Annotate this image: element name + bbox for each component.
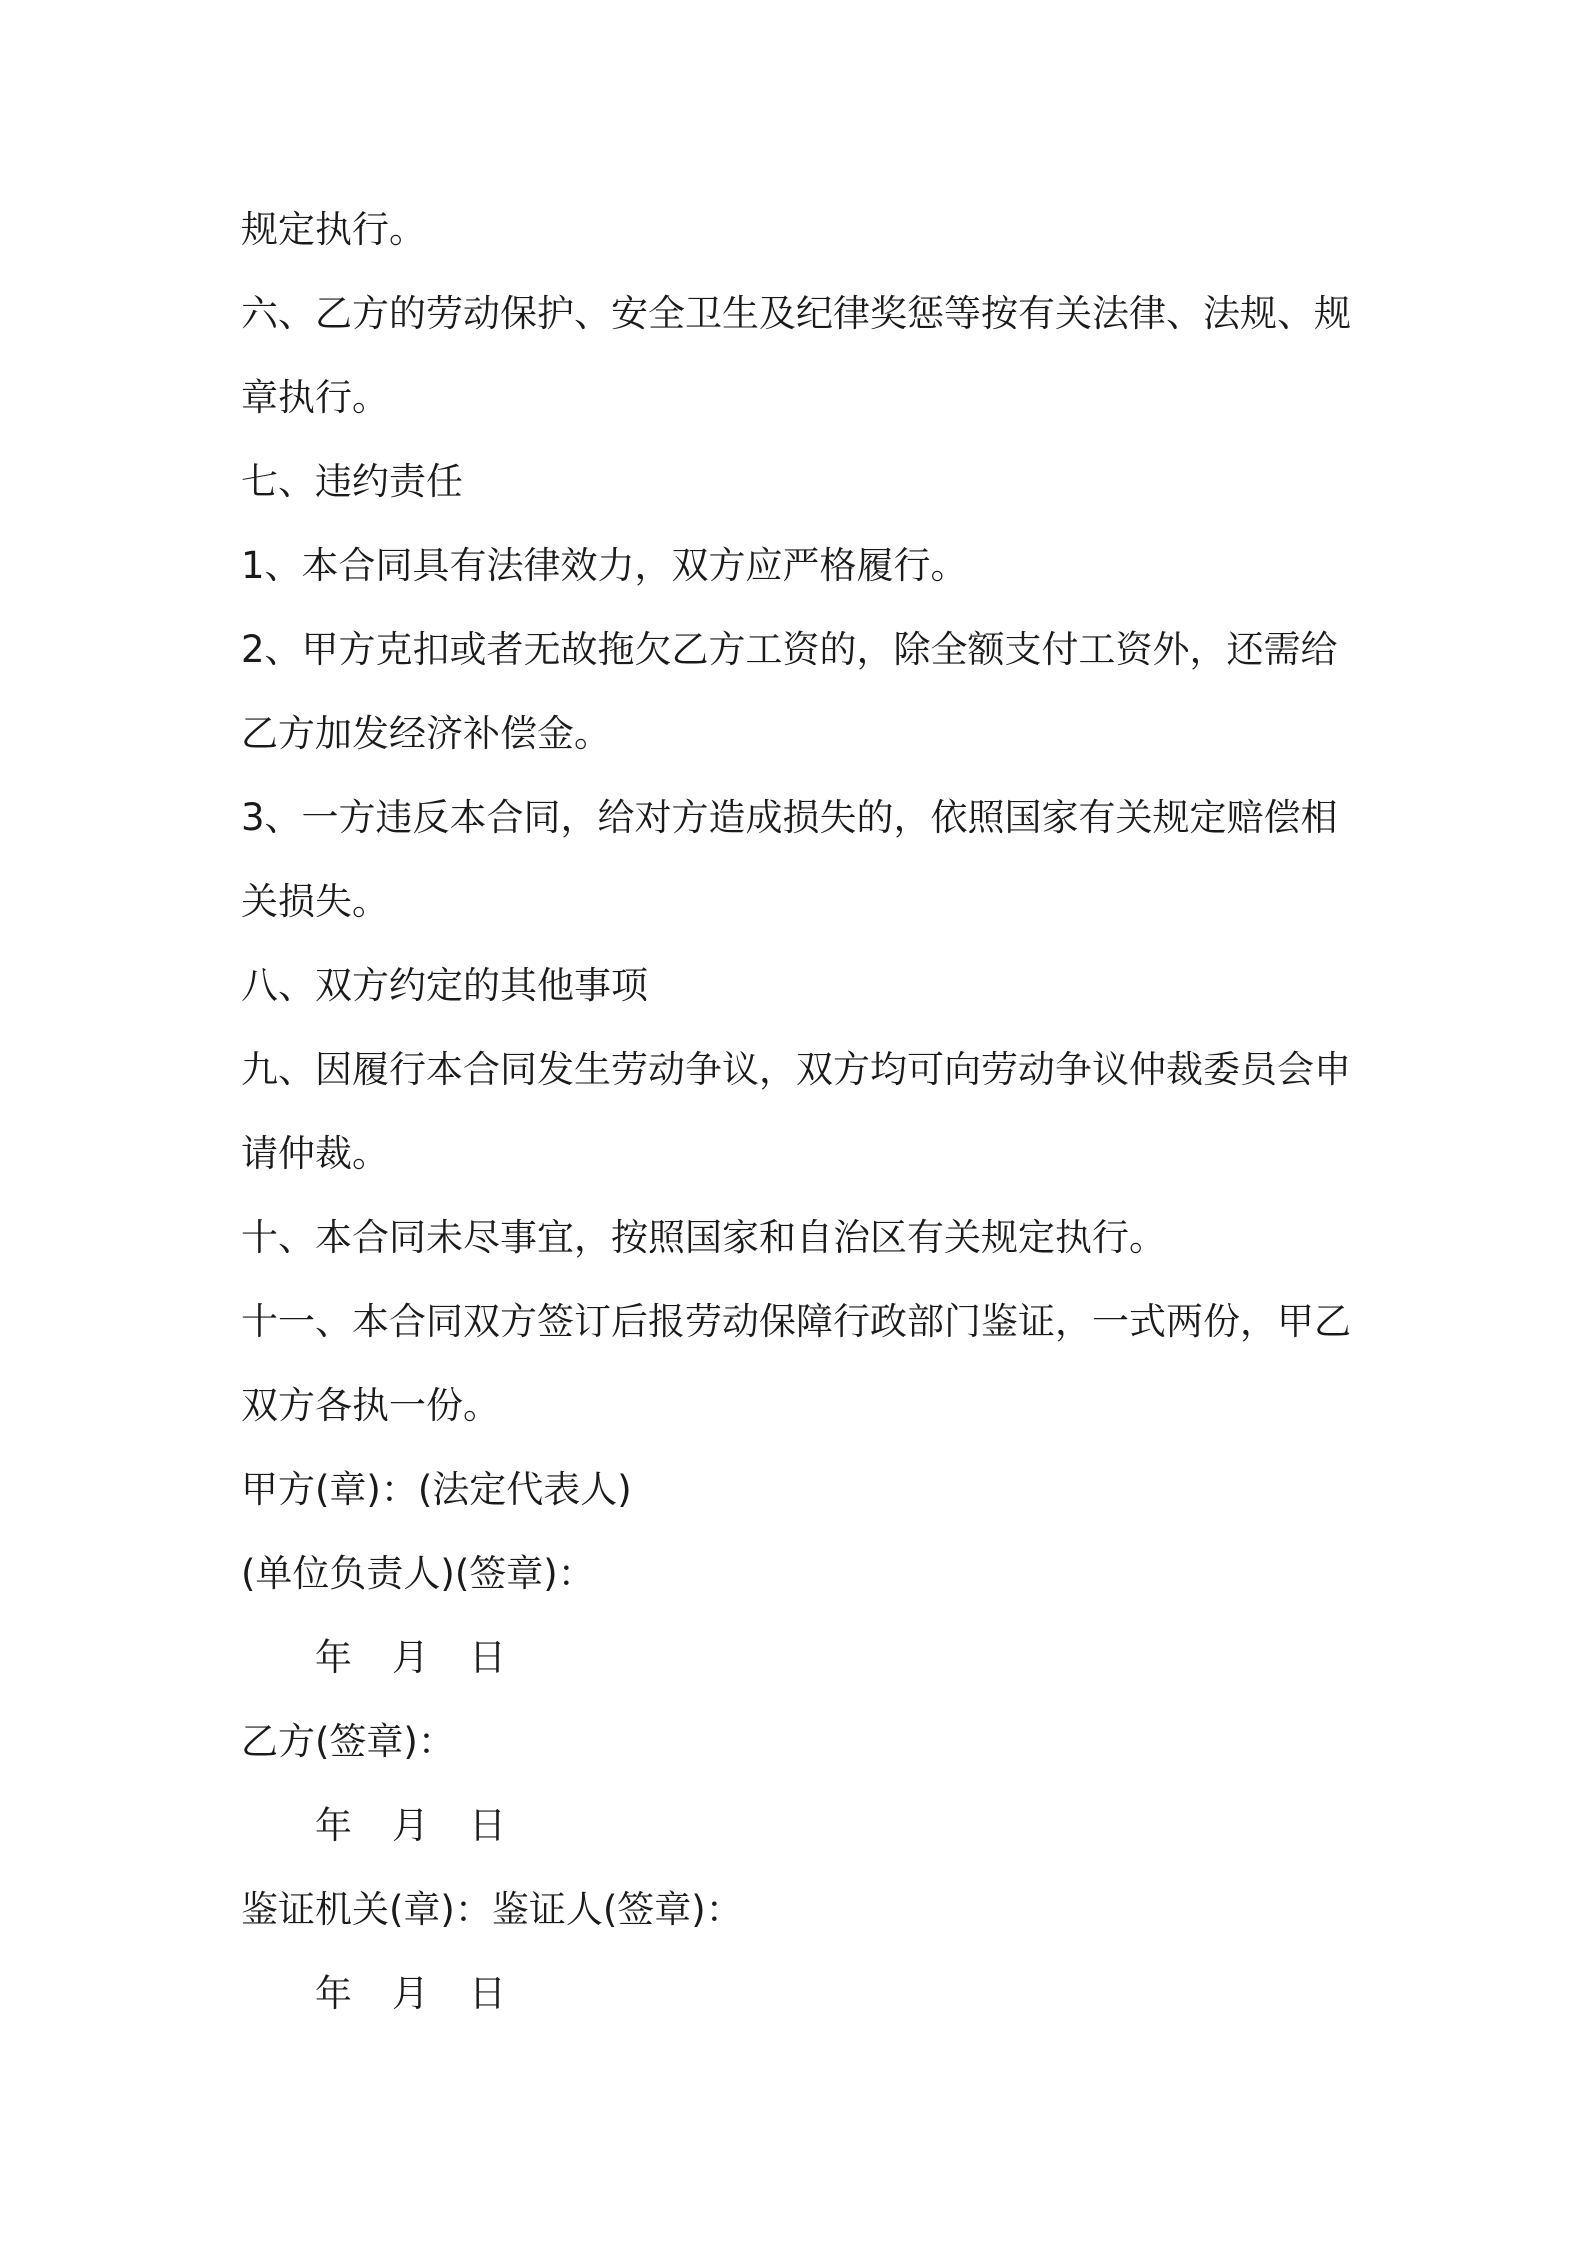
date-day-label: 日 bbox=[469, 1804, 506, 1847]
date-line-party-a bbox=[241, 1627, 1361, 1711]
date-year-label: 年 bbox=[315, 1636, 352, 1679]
text-line: 规定执行。 bbox=[241, 208, 426, 251]
party-a-signature: 甲方(章)：(法定代表人) bbox=[241, 1468, 632, 1511]
clause-seven-item-3: 3、一方违反本合同，给对方造成损失的，依照国家有关规定赔偿相 bbox=[241, 796, 1338, 839]
text-line: 请仲裁。 bbox=[241, 1132, 389, 1175]
date-line-party-b bbox=[241, 1795, 1361, 1879]
date-line-authority bbox=[241, 1963, 1361, 2047]
clause-six: 六、乙方的劳动保护、安全卫生及纪律奖惩等按有关法律、法规、规 bbox=[241, 292, 1351, 335]
clause-eleven: 十一、本合同双方签订后报劳动保障行政部门鉴证，一式两份，甲乙 bbox=[241, 1300, 1351, 1343]
clause-eight: 八、双方约定的其他事项 bbox=[241, 964, 648, 1007]
authority-signature: 鉴证机关(章)：鉴证人(签章)： bbox=[241, 1888, 743, 1931]
text-line: 乙方加发经济补偿金。 bbox=[241, 712, 611, 755]
clause-seven-heading: 七、违约责任 bbox=[241, 460, 463, 503]
date-month-label: 月 bbox=[392, 1804, 429, 1847]
date-year-label: 年 bbox=[315, 1804, 352, 1847]
party-b-signature: 乙方(签章)： bbox=[241, 1720, 455, 1763]
document-body bbox=[241, 199, 1361, 2047]
clause-ten: 十、本合同未尽事宜，按照国家和自治区有关规定执行。 bbox=[241, 1216, 1166, 1259]
text-line: 章执行。 bbox=[241, 376, 389, 419]
text-line: 关损失。 bbox=[241, 880, 389, 923]
date-month-label: 月 bbox=[392, 1636, 429, 1679]
date-day-label: 日 bbox=[469, 1636, 506, 1679]
text-line: 双方各执一份。 bbox=[241, 1384, 500, 1427]
date-month-label: 月 bbox=[392, 1972, 429, 2015]
date-day-label: 日 bbox=[469, 1972, 506, 2015]
date-year-label: 年 bbox=[315, 1972, 352, 2015]
clause-nine: 九、因履行本合同发生劳动争议，双方均可向劳动争议仲裁委员会申 bbox=[241, 1048, 1351, 1091]
clause-seven-item-1: 1、本合同具有法律效力，双方应严格履行。 bbox=[241, 544, 968, 587]
clause-seven-item-2: 2、甲方克扣或者无故拖欠乙方工资的，除全额支付工资外，还需给 bbox=[241, 628, 1338, 671]
unit-leader-signature: (单位负责人)(签章)： bbox=[241, 1552, 595, 1595]
